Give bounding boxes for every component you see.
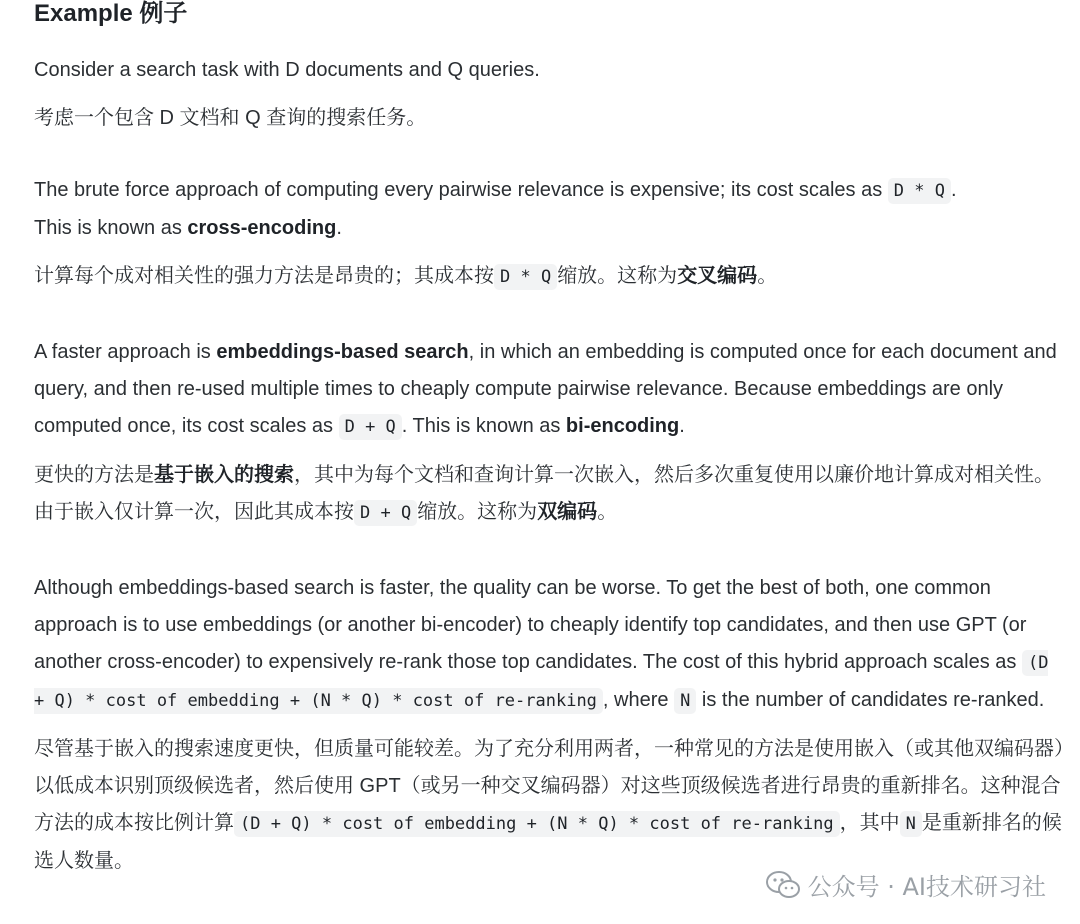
intro-zh: 考虑一个包含 D 文档和 Q 查询的搜索任务。: [34, 107, 427, 129]
wechat-icon: [766, 870, 800, 900]
bold-term: 双编码: [537, 501, 598, 523]
text-span: is the number of candidates re-ranked.: [696, 689, 1045, 711]
bold-term: 交叉编码: [677, 265, 758, 287]
text-span: .: [336, 217, 342, 239]
intro-en: Consider a search task with D documents and Q queries.: [34, 59, 540, 81]
text-span: 是重新排名的候选人数量。: [34, 812, 1062, 872]
cross-encoding-zh: [34, 258, 1064, 296]
page-title: Example 例子: [34, 0, 188, 27]
text-span: Although embeddings-based search is faster, the quality can be worse. To get the best of both, one common approach is to use embeddings (or another bi-encoder) to cheaply identify top candidates, and then use GPT (or another cross-encoder) to expensively re-rank those top candidates. The cost of this hybrid approach scales as: [34, 577, 1027, 673]
inline-code: (D + Q) * cost of embedding + (N * Q) * cost of re-ranking: [34, 650, 1048, 714]
text-span: ，其中为每个文档和查询计算一次嵌入，然后多次重复使用以廉价地计算成对相关性。由于嵌入仅计算一次，因此其成本按: [34, 464, 1054, 523]
inline-code: (D + Q) * cost of embedding + (N * Q) * cost of re-ranking: [234, 811, 840, 837]
text-span: The brute force approach of computing every pairwise relevance is expensive; its cost scales as: [34, 179, 888, 201]
text-span: .: [679, 415, 685, 437]
text-span: , in which an embedding is computed once for each document and query, and then re-used multiple times to cheaply compute pairwise relevance. Because embeddings are only computed once, its cost scales as: [34, 341, 1057, 437]
bi-encoding-en: [34, 334, 1064, 446]
bold-term: 基于嵌入的搜索: [154, 464, 294, 486]
text-span: 。: [757, 265, 778, 287]
watermark-text: 公众号 · AI技术研习社: [807, 873, 1046, 901]
text-span: This is known as: [34, 217, 188, 239]
inline-code: D * Q: [888, 178, 951, 204]
text-span: , where: [602, 689, 675, 711]
text-span: 更快的方法是: [34, 464, 154, 486]
bi-encoding-zh: [34, 457, 1064, 532]
text-span: 尽管基于嵌入的搜索速度更快，但质量可能较差。为了充分利用两者，一种常见的方法是使用嵌入（或其他双编码器）以低成本识别顶级候选者，然后使用 GPT（或另一种交叉编码器）对这些顶级候选者进行昂贵的重新排名。这种混合方法的成本按比例计算: [34, 738, 1064, 834]
watermark: [766, 867, 1046, 902]
bold-term: cross-encoding: [187, 217, 337, 239]
text-span: ，其中: [839, 812, 900, 834]
text-span: 缩放。这称为: [417, 501, 538, 523]
text-span: 。: [597, 501, 618, 523]
text-span: . This is known as: [401, 415, 566, 437]
inline-code: D * Q: [494, 264, 557, 290]
hybrid-zh: [34, 731, 1064, 880]
text-span: A faster approach is: [34, 341, 217, 363]
text-span: 计算每个成对相关性的强力方法是昂贵的；其成本按: [34, 265, 494, 287]
document-body: [34, 0, 1064, 880]
bold-term: bi-encoding: [565, 415, 680, 437]
cross-encoding-en: [34, 172, 1064, 247]
text-span: .: [950, 179, 957, 201]
hybrid-en: [34, 570, 1064, 720]
inline-code: D + Q: [339, 414, 402, 440]
text-span: 缩放。这称为: [557, 265, 678, 287]
bold-term: embeddings-based search: [216, 341, 469, 363]
inline-code: D + Q: [354, 500, 417, 526]
inline-code: N: [900, 811, 922, 837]
inline-code: N: [674, 688, 696, 714]
